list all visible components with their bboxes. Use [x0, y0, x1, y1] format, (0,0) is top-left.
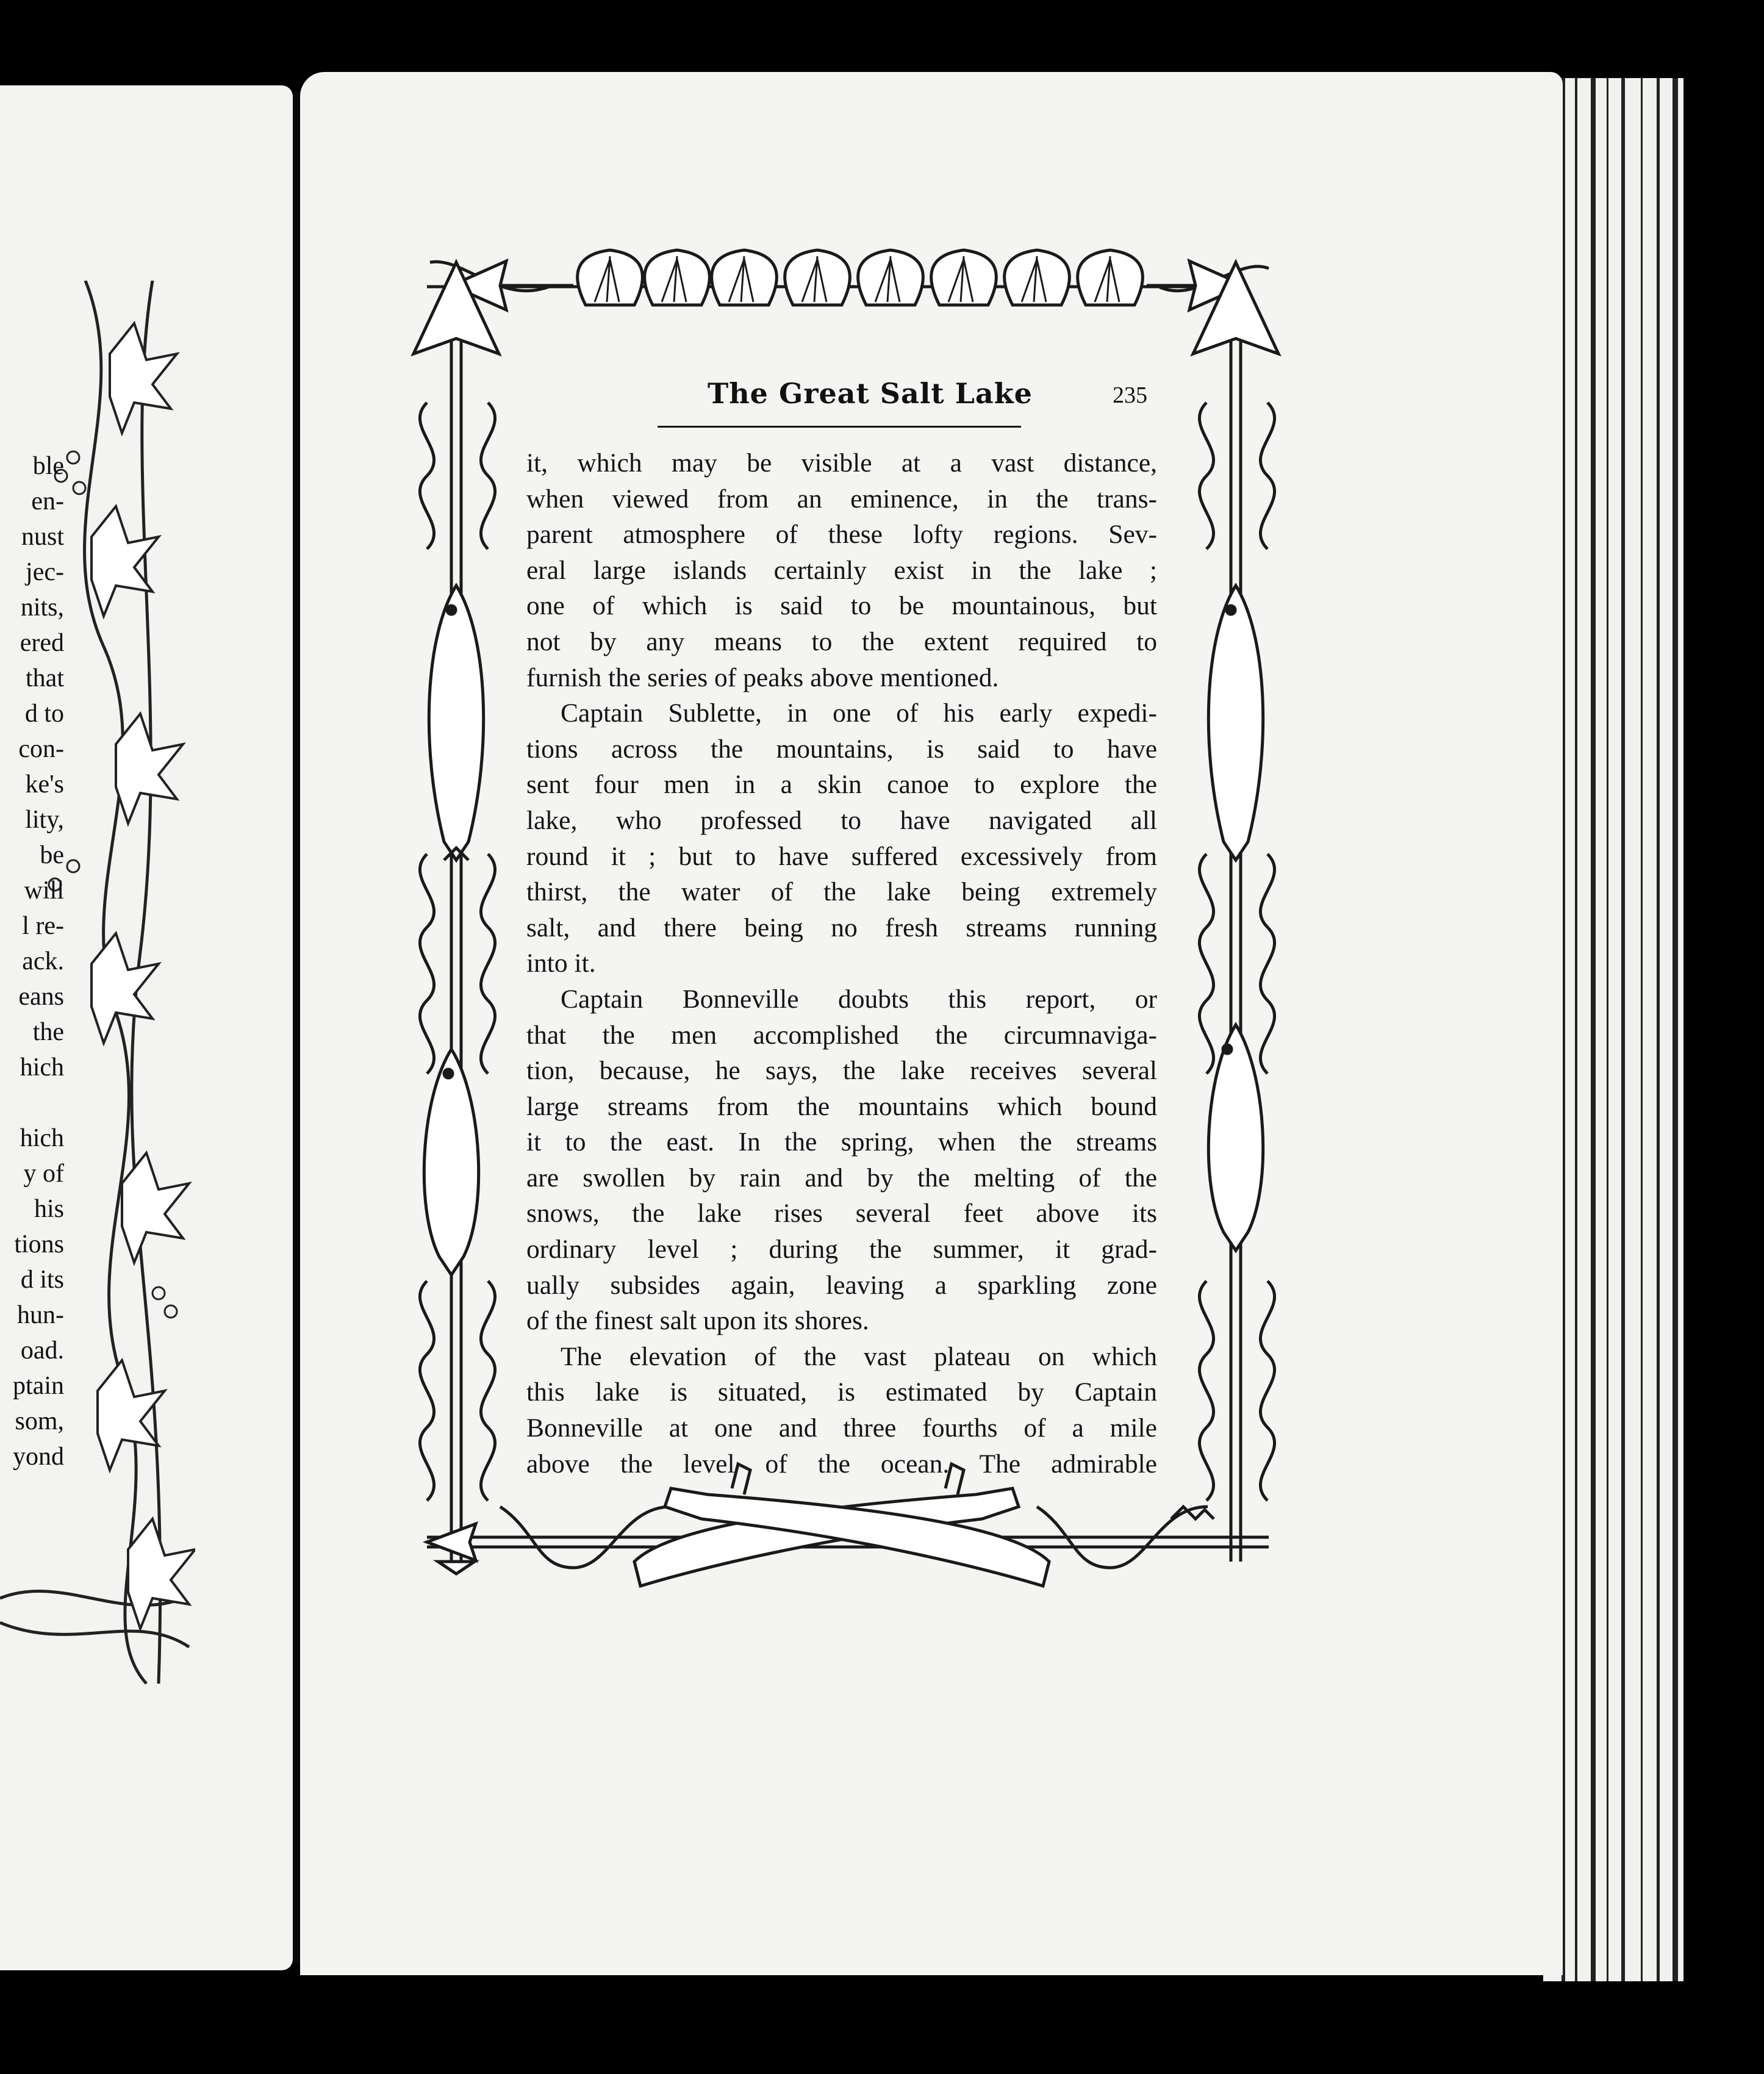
text-line: one of which is said to be mountainous, but — [526, 591, 1157, 621]
text-line: eral large islands certainly exist in the lake ; — [526, 555, 1157, 585]
text-line: lake, who professed to have navigated all — [526, 805, 1157, 835]
text-line: not by any means to the extent required to — [526, 626, 1157, 656]
text-line: furnish the series of peaks above mentioned. — [526, 662, 999, 692]
paragraph — [526, 981, 1157, 1339]
text-fragment: ack. — [22, 947, 64, 975]
text-line: salt, and there being no fresh streams running — [526, 913, 1157, 942]
text-fragment: the — [32, 1018, 64, 1046]
running-head — [659, 377, 1147, 414]
header-rule — [658, 426, 1021, 428]
text-fragment: hich — [20, 1053, 64, 1082]
text-fragment: y of — [23, 1160, 64, 1188]
text-fragment: oad. — [20, 1337, 64, 1365]
text-line: ually subsides again, leaving a sparkling zone — [526, 1270, 1157, 1300]
text-line: ordinary level ; during the summer, it grad- — [526, 1235, 1157, 1265]
text-line: round it ; but to have suffered excessively from — [526, 841, 1157, 871]
text-fragment: yond — [13, 1443, 64, 1471]
running-title: The Great Salt Lake — [708, 377, 1033, 410]
text-line: of the finest salt upon its shores. — [526, 1306, 869, 1336]
text-line: sent four men in a skin canoe to explore the — [526, 770, 1157, 800]
left-page — [0, 85, 293, 1970]
text-fragment: that — [26, 664, 64, 692]
text-line: large streams from the mountains which bound — [526, 1091, 1157, 1121]
text-line: snows, the lake rises several feet above its — [526, 1199, 1157, 1229]
paragraph — [526, 695, 1157, 981]
page-block-edge — [1543, 78, 1683, 1981]
text-line: into it. — [526, 949, 596, 978]
text-line: Bonneville at one and three fourths of a mile — [526, 1413, 1157, 1443]
text-fragment: ble — [32, 452, 64, 480]
text-fragment: be — [40, 841, 64, 869]
text-fragment: nust — [21, 523, 64, 551]
text-line: parent atmosphere of these lofty regions. Sev- — [526, 520, 1157, 550]
text-fragment: en- — [31, 487, 64, 515]
text-fragment: his — [34, 1195, 64, 1223]
text-fragment: ered — [20, 629, 64, 657]
text-fragment: l re- — [22, 912, 64, 940]
text-line: above the level of the ocean. The admirable — [526, 1449, 1157, 1479]
paragraph — [526, 1339, 1157, 1482]
text-fragment: nits, — [20, 594, 64, 622]
page-number: 235 — [1113, 382, 1147, 408]
paragraph — [526, 445, 1157, 695]
text-line: The elevation of the vast plateau on which — [561, 1341, 1157, 1371]
body-text — [526, 445, 1157, 1482]
text-line: this lake is situated, is estimated by Captain — [526, 1377, 1157, 1407]
text-line: it to the east. In the spring, when the streams — [526, 1127, 1157, 1157]
text-fragment: ke's — [25, 770, 64, 798]
text-line: when viewed from an eminence, in the trans- — [526, 484, 1157, 514]
text-line: that the men accomplished the circumnaviga- — [526, 1020, 1157, 1050]
text-fragment: hich — [20, 1124, 64, 1152]
text-fragment: will — [24, 877, 64, 905]
text-line: Captain Sublette, in one of his early expedi- — [561, 698, 1157, 728]
text-fragment: eans — [18, 983, 64, 1011]
text-line: thirst, the water of the lake being extremely — [526, 877, 1157, 907]
text-line: tion, because, he says, the lake receives several — [526, 1056, 1157, 1086]
text-fragment: jec- — [26, 558, 64, 586]
text-line: tions across the mountains, is said to have — [526, 734, 1157, 764]
text-line: are swollen by rain and by the melting of the — [526, 1163, 1157, 1193]
text-fragment: lity, — [25, 806, 64, 834]
text-fragment: con- — [18, 735, 64, 763]
text-fragment: d its — [20, 1266, 64, 1294]
text-fragment: d to — [24, 700, 64, 728]
text-fragment: hun- — [17, 1301, 64, 1329]
text-fragment: ptain — [13, 1372, 64, 1400]
text-line: Captain Bonneville doubts this report, or — [561, 984, 1157, 1014]
text-fragment: som, — [15, 1407, 64, 1435]
text-line: it, which may be visible at a vast distance, — [526, 448, 1157, 478]
text-fragment: tions — [14, 1230, 64, 1258]
